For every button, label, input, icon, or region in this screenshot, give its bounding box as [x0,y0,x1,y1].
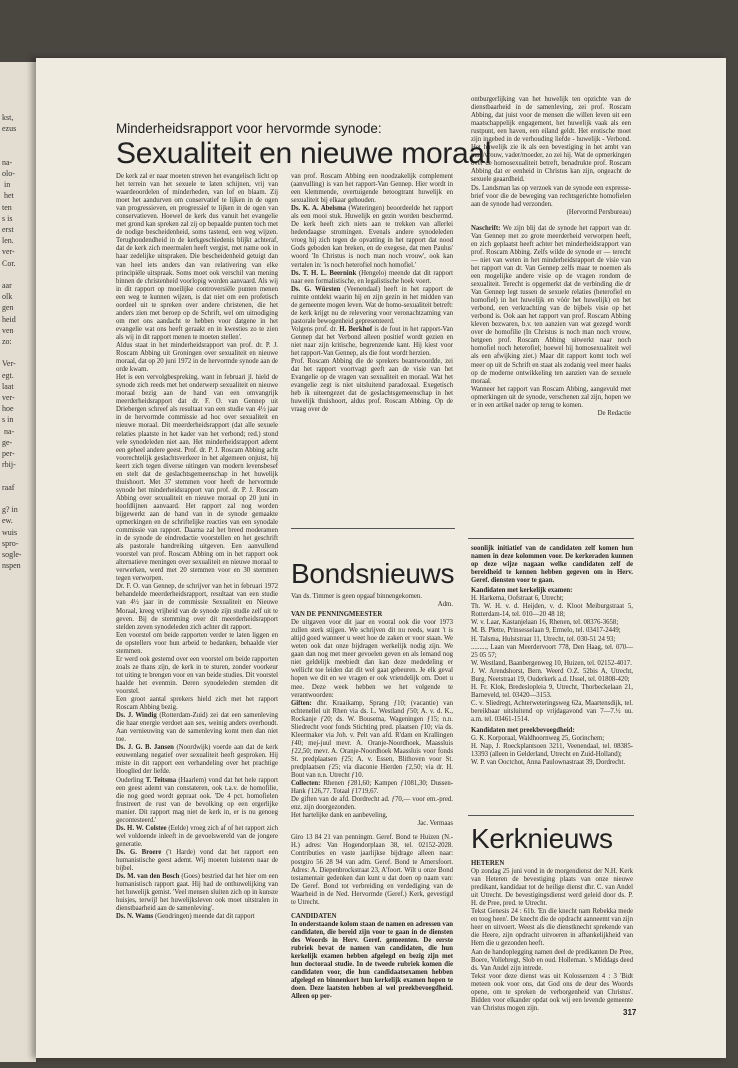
prev-page-fragment: zo: [2,337,12,347]
prev-page-fragment: na- [2,426,15,436]
article-paragraph: Ds. T. H. L. Beernink (Hengelo) meende dat dit rapport naar een formalistische, en legalistische hoek voert. [291,269,453,285]
exam-heading: Kandidaten met kerkelijk examen: [471,587,573,595]
prev-page-fragment: ge- [2,437,13,447]
penning-sign: Jac. Vermaas [417,820,453,828]
article-column-3 [471,96,631,536]
press-source: (Hervormd Persbureau) [566,208,631,216]
prev-page-fragment: olk [2,292,13,302]
bondsnieuws-column [291,593,453,1013]
divider [468,538,634,539]
article-paragraph: Ds. G. Broere ('t Harde) vond dat het rapport een humanistische geest ademt. Wij moeten luisteren naar de bijbel. [116,848,278,873]
article-paragraph: Ds. J. G. B. Jansen (Noordwijk) voerde aan dat de kerk eeuwenlang negatief over sexualiteit heeft gesproken. Hij miste in dit rapport een verhandeling over het prachtige Hooglied der liefde. [116,744,278,776]
article-column-1 [116,173,278,1028]
naschrift-paragraph: Wanneer het rapport van Roscam Abbing, aangevuld met opmerkingen uit de synode, verschenen zal zijn, hopen we er in een artikel nader op terug te komen. [471,385,631,409]
prev-page-fragment: ew. [2,516,13,526]
bondsnieuws-intro: Van ds. Timmer is geen opgaaf binnengekomen. [291,593,423,600]
prev-page-fragment: ezus [2,124,17,134]
magazine-page [36,58,726,1058]
article-title: Sexualiteit en nieuwe moraal [116,137,492,170]
article-paragraph: Ds. M. van den Bosch (Goes) bestried dat het hier om een humanistisch rapport gaat. Hij had de onthuwelijking van het huwelijk gemist. 'Veel mensen sluiten zich op in kunsze huisjes, terwijl het huwelijksleven ook moet uitstralen in dienstbaarheid aan de samenleving'. [116,873,278,913]
bondsnieuws-intro-sign: Adm. [437,601,453,609]
prev-page-fragment [0,471,36,482]
heteren-heading: HETEREN [471,860,505,867]
prev-page-fragment: ver- [2,393,15,403]
candidate-entry: Th. W. H. v. d. Heijden, v. d. Kloot Meiburgstraat 5, Rotterdam-14, tel. 010—20 48 18; [471,603,633,619]
article-paragraph: De kerk zal er naar moeten streven het evangelisch licht op het terrein van het sexuele te laten schijnen, vrij van waardeoordelen of minderheden, van lof en blaam. Zij moet het aandurven om conservatief te lijken in de ogen van progressieven, en progressief te lijken in de ogen van conservatieven. Hoewel de kerk dus vanuit het evangelie met grond kan spreken zal zij op bepaalde punten toch met de nodige bescheidenheid, soms tastend, een weg wijzen. Terughoudendheid in de kerkgeschiedenis blijkt achteraf, dat de kerk zich meermalen heeft vergist, met name ook in haar zedelijke uitspraken. Die bescheidenheid getuigt dan van heel iets anders dan van relativering van elke principiële uitspraak. Soms moet ook verschil van mening binnen de christenheid voorlopig worden aanvaard. Als wij in dit rapport op moeilijke controversiële punten menen een weg te kunnen wijzen, is dat niet om een profetisch oordeel uit te spreken over andere christenen, die het anders zien met beroep op de Schrift, wel om uitnodiging om met ons aandacht te hebben voor datgene in het evangelie wat ons heeft geraakt en in kwesties zo te zien als wij in dit rapport menen te moeten stellen'. [116,173,278,341]
giro-text: Giro 13 84 21 van penningm. Geref. Bond te Huizen (N.-H.) adres: Van Hogendorplaan 38, tel. 02152-2028. Contributies en vaste jaarlijkse bijdrage alleen naar: postgiro 56 28 94 van adm. Geref. Bond te Amersfoort. Adres: A. Diepenbrockstraat 23, A'foort. Wilt u onze Bond testamentair gedenken dan kunt u dat doen op naam van: De Geref. Bond tot verbreiding en verdediging van de Waarheid in de Ned. Hervormde (Geref.) Kerk, gevestigd te Utrecht. [291,834,453,906]
candidate-entry: H. Harkema, Oofstraat 6, Utrecht; [471,595,564,603]
article-column-2 [291,173,453,423]
candidates-intro: soonlijk initiatief van de candidaten zelf komen hun namen in deze kolommen voor. De kerkeraden kunnen op deze wijze nagaan welke candidaten zelf de bereidheid te kennen hebben gegeven om in Herv. Geref. diensten voor te gaan. [471,545,633,585]
prev-page-fragment: na- [2,157,13,167]
penning-paragraph: De giften van de afd. Dordrecht ad. ƒ70,— voor em.-pred. enz. zijn doorgezonden. [291,796,453,812]
kerknieuws-paragraph: Aan de handoplegging namen deel de predikanten De Pree, Boere, Vollebregt, Slob en oud. Holleman. 's Middags deed ds. Van Andel zijn intrede. [471,948,633,972]
article-paragraph: Ds. H. W. Colstee (Eelde) vroeg zich af of het rapport zich wel voldoende inleeft in de gevoelswereld van de jongere generatie. [116,824,278,848]
prev-page-fragment: ven [2,325,14,335]
prev-page-fragment: laat [2,381,14,391]
article-paragraph: Ds. K. A. Abelsma (Wateringen) beoordeelde het rapport als een mooi stuk. Huwelijk en gezin worden beschermd. De kerk heeft zich niets aan te trekken van allerlei hedendaagse stromingen. Evenals andere synodeleden vroeg hij zich tegen de opvatting in het rapport dat nood Gods geboden kan breken, en de exegese, dat men Paulus' woord 'In Christus is noch man noch vrouw', ook kan vertalen in: 'is noch heterofiel noch homofiel.' [291,205,453,269]
prev-page-fragment: ten [2,202,12,212]
candidate-entry: H. Nap, J. Roeckplantsoen 3211, Veenendaal, tel. 08385-13393 (alleen in Gelderland, Utrecht en Zuid-Holland); [471,743,633,759]
prev-page-fragment: nspen [2,561,21,571]
prev-page-fragment: gen [2,303,14,313]
prev-page-fragment: egt. [2,370,14,380]
prev-page-fragment: rbij- [2,460,16,470]
article-paragraph: Ouderling T. Teitsma (Haarlem) vond dat het hele rapport een geest ademt van constateren, ook t.a.v. de homofilie, die nog goed wordt gepraat ook. 'De 4 pct. homofielen frustreert de rust van de bevolking op een ergerlijke manier. Dit rapport mag niet de kerk in, er is nu genoeg gecontesteerd.' [116,776,278,824]
kerknieuws-title: Kerknieuws [471,823,613,854]
candidate-entry: J. W. Arendshorst, Bern. Weerd O.Z. 52bis A, Utrecht, Burg. Neetstraat 19, Ouderkerk a.d. IJssel, tel. 01808-420; [471,667,633,683]
penning-paragraph: Giften: dhr. Kraaikamp, Sprang ƒ10; (vacantie) van echtenellel uit Rhen via ds. L. Westland ƒ50; A. v. d. K., Rockanje ƒ20; ds. W. Bousema, Wageningen ƒ15; n.n. Sliedrecht voor fonds Stichting pred. plaatsen ƒ10; via ds. Kleermaker via Joh. v. Pelt van afd. R'dam en Krallingen ƒ40; mej-juul mevr. A. Oranje-Noordhoek, Maassluis ƒ22,50; mevr. A. Oranje-Noordhoek Maassluis voor fonds St. predplaatsen ƒ25; A. v. Essen, Blithoven voor St. predplaatsen ƒ25; via diaconie Hierden ƒ2,50; via dr. H. Bout van n.n. Utrecht ƒ10. [291,699,453,780]
prev-page-fragment: s is [2,213,13,223]
prev-page-fragment: ver- [2,247,15,257]
prev-page-fragment [0,347,36,358]
candidate-entry: H. Fr. Klok, Bredeslopleia 9, Utrecht, Thorbeckelaan 21, Barneveld, tel. 03420—3153. [471,683,633,699]
candidate-entry: C. v. Sliedregt, Achterweteringsweg 62a, Maartensdijk, tel. bereikbaar uitsluitend op vrijdagavond van 7—7.½ uu. a.m. tel. 03461-1514. [471,699,633,723]
candidates-column [471,545,633,825]
candidaten-heading: CANDIDATEN [291,912,337,920]
article-paragraph: Ds. Landsman las op verzoek van de synode een expresse-brief voor die de beweging van rechtsgerichte homofielen aan de synode had verzonden. [471,184,631,208]
candidate-entry: ........., Laan van Meerdervoort 778, Den Haag, tel. 070—25 05 57; [471,643,633,659]
prev-page-fragment: raaf [2,482,15,492]
article-paragraph: Een groot aantal sprekers hield zich met het rapport Roscam Abbing bezig. [116,696,278,712]
page-number: 317 [623,1008,637,1017]
bondsnieuws-title: Bondsnieuws [291,558,455,589]
prev-page-fragment: g? in [2,505,18,515]
previous-page-edge [0,62,36,1062]
candidate-entry: M. B. Plette, Prinsesselaan 9, Ermelo, tel. 03417-2449; [471,627,621,635]
prev-page-fragment: spro- [2,538,19,548]
prev-page-fragment: len. [2,236,14,246]
article-paragraph: Volgens prof. dr. H. Berkhof is de fout in het rapport-Van Gennep dat het Verbond alleen positief wordt gezien en niet naar zijn kritische, begrenzende kant. Hij kiest voor het rapport-Van Gennep, als die fout wordt herzien. [291,325,453,358]
prev-page-fragment: wuis [2,527,18,537]
prev-page-fragment: s in [2,415,14,425]
candidate-entry: W. P. van Ooctchot, Anna Paulownastraat 39, Dordrecht. [471,759,626,767]
article-paragraph: Het is een vervolgbespreking, want in februari jl. hield de synode zich reeds met het onderwerp sexualiteit en nieuwe moraal bezig aan de hand van een omvangrijk meerderheidsrapport dat dr. F. O. van Gennep uit Driebergen schreef als resultaat van een studie van 4½ jaar in de hervormde commissie ad hoc over sexualiteit en nieuwe moraal. Dit meerderheidsrapport (dat alle sexuele relaties plaatste in het kader van het verbond; red.) stond vele synodeleden niet aan. Het minderheidsrapport ademt een geheel andere geest. Prof. dr. P. J. Roscam Abbing acht voorechtelijk geslachtsverkeer in het algemeen onjuist, hij keert zich tegen diverse uitingen van modern levensbesef en stelt dat de geslachtsgemeenschap in het huwelijk thuishoort. Met 37 stemmen voor heeft de hervormde synode het minderheidsrapport van prof. dr. P. J. Roscam Abbing over sexualiteit en nieuwe moraal op 20 juni in hoofdlijnen aanvaard. Het rapport zal nog worden bijgewerkt aan de hand van in de synode gemaakte opmerkingen en de schriftelijke reacties van een synodale commissie van rapport. Daarna zal het breed moderamen in de synode de eindredactie voorstellen en het geschrift als pastorale handreiking uitgeven. Een aanvullend voorstel van prof. Roscam Abbing om in het rapport ook alternatieve meningen over sexualiteit en nieuwe moraal te verwerken, werd met 20 stemmen voor en 30 stemmen tegen verworpen. [116,374,278,583]
prev-page-fragment: sogle- [2,549,22,559]
penning-paragraph: De uitgaven voor dit jaar en vooral ook die voor 1973 zullen sterk stijgen. We schrijven dit nu reeds, want 't is altijd goed wanneer u weet hoe de zaken er voor staan. We weten ook dat onze bijdragen werkelijk nodig zijn. We gaan dan nog met meer gevoelen geven en als lemand nog niet geldelijk meebiedt dan kan deze mededeling er wellicht toe leiden dat dit wel gaat gebeuren. Je elk geval hopen we dit en we vragen er ook vriendelijk om. Doet u mee. Deze week hebben we het volgende te verantwoorden: [291,619,453,699]
kerknieuws-paragraph: Op zondag 25 juni vond in de morgendienst der N.H. Kerk van Heteren de bevestiging plaats van onze nieuwe predikant, kandidaat tot de heilige dienst dhr. C. van Andel uit Utrecht. De bevestigingsdienst werd geleid door ds. P. H. de Pree, pred. te Utrecht. [471,868,633,908]
penningmeester-heading: VAN DE PENNINGMEESTER [291,611,383,619]
prev-page-fragment: erst [2,225,14,235]
prev-page-fragment: aar [2,281,12,291]
prev-page-fragment [0,269,36,280]
prev-page-fragment [0,146,36,157]
divider [291,528,455,529]
candidate-entry: W. v. Laar, Kastanjelaan 16, Rhenen, tel. 08376-3658; [471,619,619,627]
candidaten-intro: In onderstaande kolom staan de namen en adressen van candidaten, die bereid zijn voor te gaan in de diensten des Woords in Herv. Geref. gemeenten. De eerste rubriek bevat de namen van candidaten, die hun kerkelijk examen hebben afgelegd en bezig zijn met hun doctoraal studie. In de tweede rubriek komen die candidaten voor, die hun candidaatsexamen hebben afgelegd en binnenkort hun kerkelijk examen hopen te doen. Deze laatsten hebben al wel preekbevoegdheid. Alleen op per- [291,920,453,1001]
prev-page-fragment: het [2,191,14,201]
article-kicker: Minderheidsrapport voor hervormde synode: [116,121,382,136]
kerknieuws-column [471,860,633,1020]
article-paragraph: Er werd ook gestemd over een voorstel om beide rapporten zoals ze thans zijn, de kerk in te sturen, zonder voorkeur tot uiting te brengen voor en van beide studies. Dit voorstel haalde het evenmin. Deren synodeleden stemden dit voorstel. [116,655,278,695]
prev-page-fragment: per- [2,449,15,459]
article-paragraph: Aldus staat in het minderheidsrapport van prof. dr. P. J. Roscam Abbing uit Groningen over sexualiteit en nieuwe moraal, dat op 20 juni 1972 in de hervormde synode aan de orde kwam. [116,341,278,374]
article-paragraph: Ds. N. Wams (Gendringen) meende dat dit rapport [116,913,255,921]
naschrift-paragraph: Naschrift: We zijn blij dat de synode het rapport van dr. Van Gennep met zo grote meerderheid verworpen heeft, en zich geplaatst heeft achter het minderheidsrapport van prof. Roscam Abbing. Zelfs wilde de synode er — terecht — niet van weten in het minderheidsrapport de visie van het rapport van dr. Van Gennep zelfs maar te noemen als een mogelijke andere visie op de vragen rondom de sexualiteit. Terecht is opgemerkt dat de verbinding die dr Van Gennep legt tussen de sexuele relaties (heterofiel en homofiel) in het huwelijk en vóór het huwelijk) en het verbond, een verkrachting van de bijbels visie op het verbond is. Ook aan het rapport van prof. Roscam Abbing kleven bezwaren, b.v. ten aanzien van wat gezegd wordt over de homofilie (In Christus is noch man noch vrouw, hetgeen prof. Roscam Abbing uitwerkt naar noch homofiel noch heterofiel; hoewel hij homosexualiteit wel als een afwijking ziet.) Maar dit rapport komt toch wel meer op uit de Schrift en staat als zodanig veel meer haaks op de moderne ontwikkeling ten aanzien van de sexuele moraal. [471,224,631,385]
penning-paragraph: Collecten: Rhenen ƒ281,60; Kampen ƒ1081,30; Dussen-Hank ƒ126,77. Totaal ƒ1719,67. [291,780,453,796]
divider [468,815,634,816]
prev-page-fragment: olo- [2,169,15,179]
penning-paragraph: Het hartelijke dank en aanbeveling, [291,812,388,820]
article-paragraph: Een voorstel om beide rapporten verder te laten liggen en de opstellers voor hun arbeid te bedanken, behaalde vier stemmen. [116,631,278,655]
article-paragraph: Dr. F. O. van Gennep, de schrijver van het in februari 1972 behandelde meerderheidsrapport, resultaat van een studie van 4½ jaar in de commissie Sexualiteit en Nieuwe Moraal, kreeg vrijheid van de synode zijn studie zelf uit te geven. Bij de stemming over dit meerderheidsrapport stelden zeven synodeleden zich achter dit rapport. [116,583,278,631]
prev-page-fragment: hoe [2,404,14,414]
article-paragraph: van prof. Roscam Abbing een noodzakelijk complement (aanvulling) is van het rapport-Van Gennep. Hier wordt in een klemmende, overtuigende betoogtrant huwelijk en sexualiteit bij elkaar gehouden. [291,173,453,205]
article-paragraph: ontburgerlijking van het huwelijk ten opzichte van de dienstbaarheid in de samenleving, zei prof. Roscam Abbing, dat juist voor de mensen die willen leven uit een maatschappelijk engagement, het huwelijk vaak als een rustpunt, een haven, een eiland geldt. Het erotische moet zijn ingebed in de verhouding liefde - huwelijk - Verbond. Het huwelijk zie ik als een bevestiging in het ambt van man/vrouw, vader/moeder, zo zei hij. Wat de opmerkingen over de homosexualiteit betreft, benadrukte prof. Roscam Abbing dat er eenheid in Christus kan zijn, ongeacht de sexuele geaardheid. [471,96,631,184]
candidate-entry: H. Talsma, Hulststraat 11, Utrecht, tel. 030-51 24 93; [471,635,616,643]
article-paragraph: Ds. J. Windig (Rotterdam-Zuid) zei dat een samenleving die haar energie verdoet aan sex, weinig anders overhoudt. Aan vernieuwing van de samenleving komt men dan niet toe. [116,712,278,744]
candidate-entry: G. K. Korporaal, Waldhoornweg 25, Gorinchem; [471,735,605,743]
prev-page-fragment: Ver- [2,359,16,369]
kerknieuws-paragraph: Tekst Genesis 24 : 61b. 'En die knecht nam Rebekka mede en toog heen'. De knecht die de opdracht aanneemt van zijn heer en uitvoert. Weest als die dienstknecht sprekende van die Heere, zijn opdracht uitvoeren in afhankelijkheid van Hem die u gezonden heeft. [471,908,633,948]
prev-page-fragment [0,134,36,145]
article-paragraph: Ds. G. Würsten (Veenendaal) heeft in het rapport de ruimte ontdekt waarin hij en zijn gezin in het midden van de gemeente mogen leven. Wat de homo-sexualiteit betreft: de kerk krijgt nu de relevering voor veronachtzaming van pastorale bewogenheid gepresenteerd. [291,285,453,325]
prev-page-fragment: heid [2,314,16,324]
article-paragraph: Prof. Roscam Abbing die de sprekers beantwoordde, zei dat het rapport voortvagt geeft aan de visie van het Evangelie op de vragen van sexualiteit en moraal. Wat het evangelie zegt is niet uitsluitend paradoxaal. Exegetisch heb ik uiteengezet dat de geslachtsgemeenschap in het huwelijk thuishoort, aldus prof. Roscam Abbing. Op de vraag over de [291,358,453,414]
prev-page-fragment: kst, [2,113,14,122]
redactie-sign: De Redactie [597,409,631,417]
prev-page-fragment: in [2,180,11,190]
candidate-entry: W. Westland, Baanbergenweg 10, Huizen, tel. 02152-4017. [471,659,632,667]
kerknieuws-paragraph: Tekst voor deze dienst was uit Kolossenzen 4 : 3 'Bidt meteen ook voor ons, dat God ons de deur des Woords opene, om te spreken de verborgenheid van Christus'. Bidden voor elkander opdat ook wij een levende gemeente van Christus mogen zijn. [471,972,633,1012]
preek-heading: Kandidaten met preekbevoegdheid: [471,727,575,735]
prev-page-fragment [0,493,36,504]
prev-page-fragment: Cor. [2,258,16,268]
